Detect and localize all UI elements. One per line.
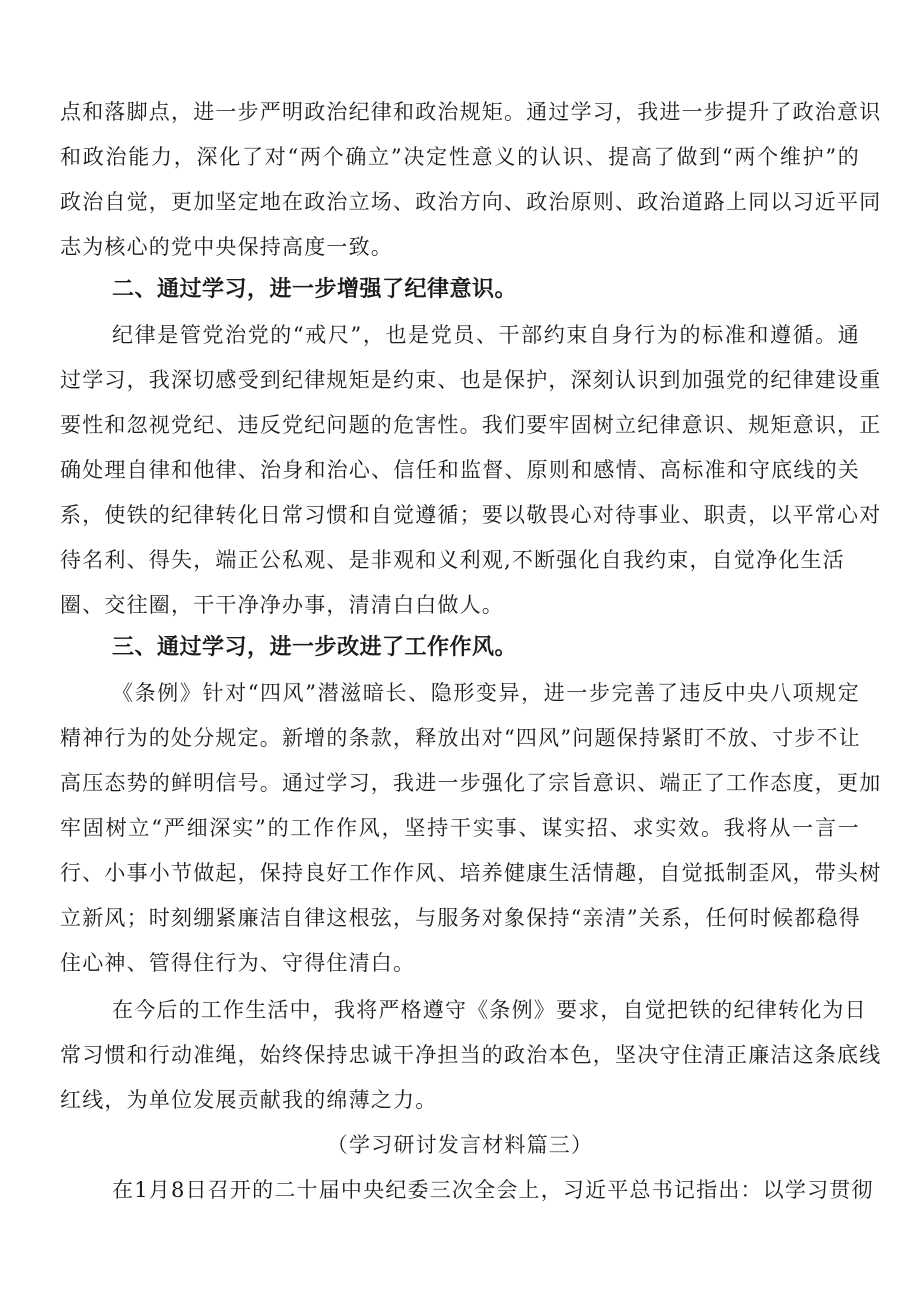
paragraph-line: 高压态势的鲜明信号。通过学习，我进一步强化了宗旨意识、端正了工作态度，更加	[60, 771, 882, 795]
paragraph-line: 住心神、管得住行为、守得住清白。	[60, 951, 416, 975]
paragraph-line: 在1月8日召开的二十届中央纪委三次全会上，习近平总书记指出：以学习贯彻	[112, 1178, 874, 1202]
subtitle-chapter-3: （学习研讨发言材料篇三）	[326, 1133, 594, 1157]
paragraph-line: 在今后的工作生活中，我将严格遵守《条例》要求，自觉把铁的纪律转化为日	[112, 998, 867, 1022]
paragraph-line: 圈、交往圈，干干净净办事，清清白白做人。	[60, 593, 504, 617]
paragraph-line: 确处理自律和他律、治身和治心、信任和监督、原则和感情、高标准和守底线的关	[60, 458, 860, 482]
paragraph-line: 待名利、得失，端正公私观、是非观和义利观,不断强化自我约束，自觉净化生活	[60, 548, 845, 572]
paragraph-line: 志为核心的党中央保持高度一致。	[60, 235, 393, 259]
paragraph-line: 立新风；时刻绷紧廉洁自律这根弦，与服务对象保持“亲清”关系，任何时候都稳得	[60, 906, 861, 930]
paragraph-line: 政治自觉，更加坚定地在政治立场、政治方向、政治原则、政治道路上同以习近平同	[60, 190, 882, 214]
paragraph-line: 和政治能力，深化了对“两个确立”决定性意义的认识、提高了做到“两个维护”的	[60, 145, 860, 169]
paragraph-line: 要性和忽视党纪、违反党纪问题的危害性。我们要牢固树立纪律意识、规矩意识，正	[60, 413, 882, 437]
paragraph-line: 系，使铁的纪律转化日常习惯和自觉遵循；要以敬畏心对待事业、职责，以平常心对	[60, 503, 882, 527]
paragraph-line: 牢固树立“严细深实”的工作作风，坚持干实事、谋实招、求实效。我将从一言一	[60, 816, 860, 840]
paragraph-line: 《条例》针对“四风”潜滋暗长、隐形变异，进一步完善了违反中央八项规定	[112, 681, 860, 705]
section-heading-3: 三、通过学习，进一步改进了工作作风。	[112, 635, 518, 660]
paragraph-line: 常习惯和行动准绳，始终保持忠诚干净担当的政治本色，坚决守住清正廉洁这条底线	[60, 1043, 882, 1067]
paragraph-line: 行、小事小节做起，保持良好工作作风、培养健康生活情趣，自觉抵制歪风，带头树	[60, 861, 882, 885]
paragraph-line: 过学习，我深切感受到纪律规矩是约束、也是保护，深刻认识到加强党的纪律建设重	[60, 368, 882, 392]
paragraph-line: 红线，为单位发展贡献我的绵薄之力。	[60, 1088, 438, 1112]
section-heading-2: 二、通过学习，进一步增强了纪律意识。	[112, 277, 518, 302]
paragraph-line: 点和落脚点，进一步严明政治纪律和政治规矩。通过学习，我进一步提升了政治意识	[60, 100, 882, 124]
paragraph-line: 精神行为的处分规定。新增的条款，释放出对“四风”问题保持紧盯不放、寸步不让	[60, 726, 861, 750]
paragraph-line: 纪律是管党治党的“戒尺”，也是党员、干部约束自身行为的标准和遵循。通	[112, 323, 860, 347]
